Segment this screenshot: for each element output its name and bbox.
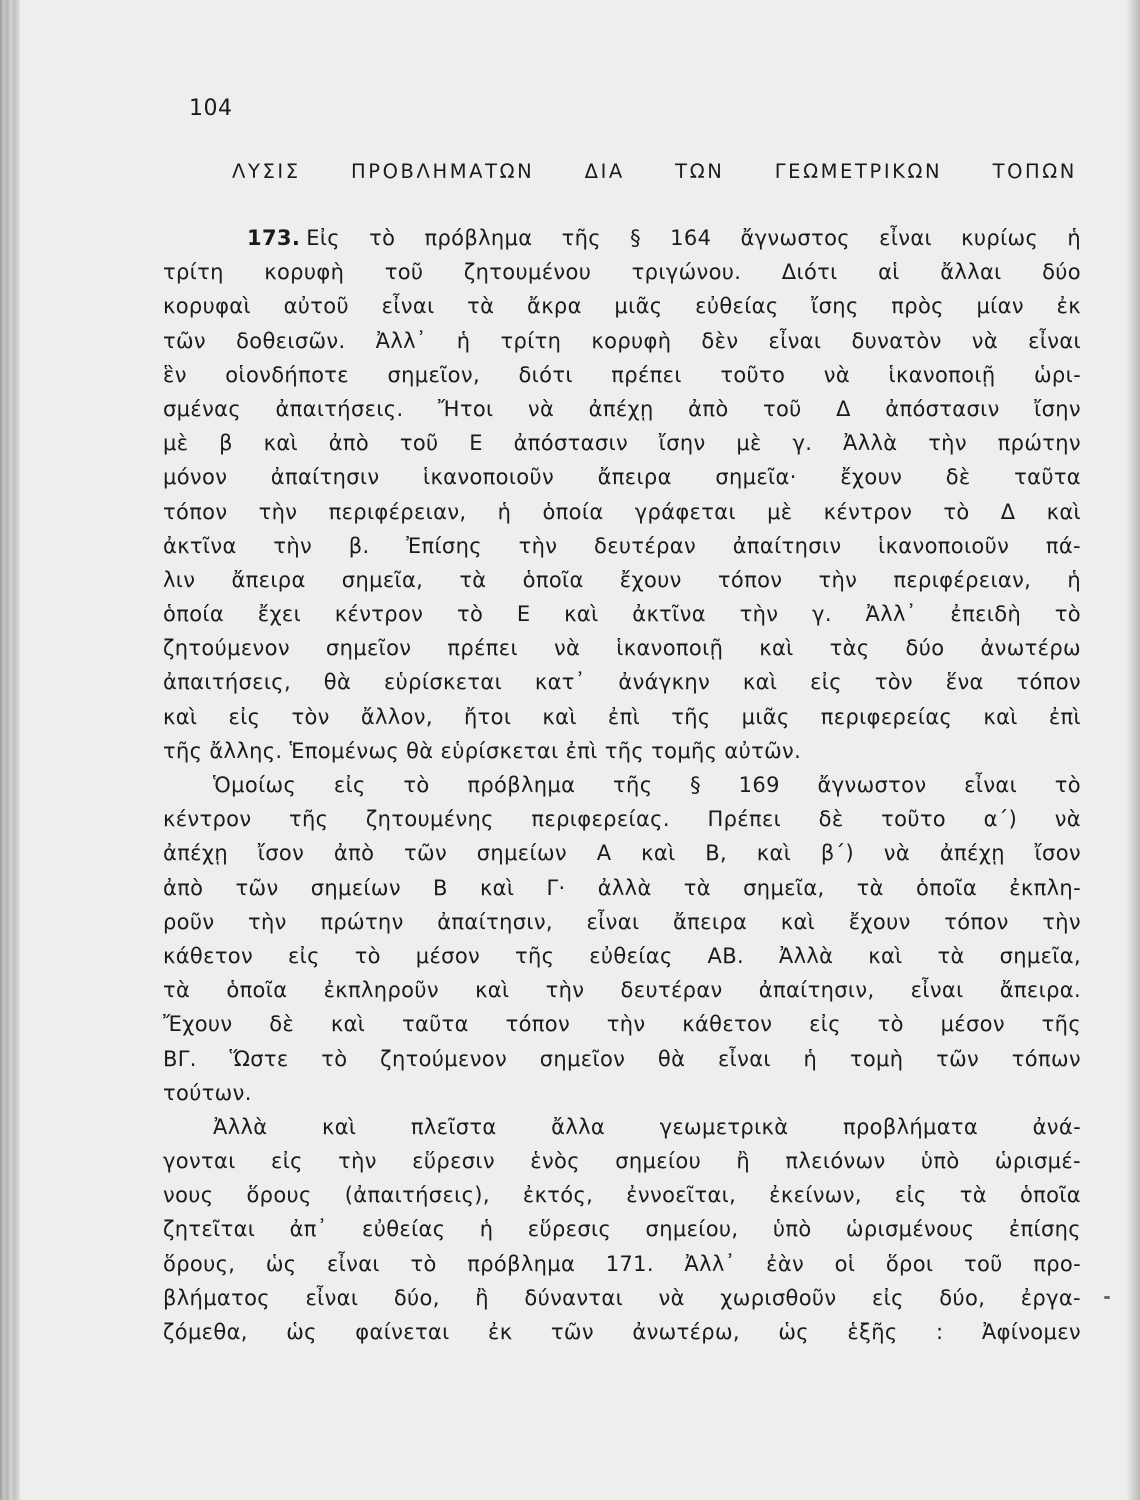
text-line: τῶν δοθεισῶν. Ἀλλ᾽ ἡ τρίτη κορυφὴ δὲν εἶναι δυνατὸν νὰ εἶναι <box>163 328 1081 353</box>
text-line: γονται εἰς τὴν εὕρεσιν ἑνὸς σημείου ἢ πλειόνων ὑπὸ ὡρισμέ- <box>163 1149 1081 1174</box>
body-text <box>163 221 1081 1349</box>
text-line: νους ὅρους (ἀπαιτήσεις), ἐκτός, ἐννοεῖται, ἐκείνων, εἰς τὰ ὁποῖα <box>163 1183 1081 1208</box>
text-line: ζητούμενον σημεῖον πρέπει νὰ ἱκανοποιῇ καὶ τὰς δύο ἀνωτέρω <box>163 636 1081 661</box>
running-head: ΛΥΣΙΣ ΠΡΟΒΛΗΜΑΤΩΝ ΔΙΑ ΤΩΝ ΓΕΩΜΕΤΡΙΚΩΝ ΤΟΠΩΝ <box>232 160 1077 183</box>
text-line: καὶ εἰς τὸν ἄλλον, ἤτοι καὶ ἐπὶ τῆς μιᾶς περιφερείας καὶ ἐπὶ <box>163 704 1081 729</box>
text-line: Ἔχουν δὲ καὶ ταῦτα τόπον τὴν κάθετον εἰς τὸ μέσον τῆς <box>163 1012 1081 1037</box>
text-line: μὲ β καὶ ἀπὸ τοῦ Ε ἀπόστασιν ἴσην μὲ γ. Ἀλλὰ τὴν πρώτην <box>163 431 1081 456</box>
paragraph-number: 173. <box>247 226 301 250</box>
page-stack-edge-left <box>0 0 20 1500</box>
text-line: τούτων. <box>163 1080 252 1105</box>
text-line: κορυφαὶ αὐτοῦ εἶναι τὰ ἄκρα μιᾶς εὐθείας ἴσης πρὸς μίαν ἐκ <box>163 294 1081 319</box>
text-line: ροῦν τὴν πρώτην ἀπαίτησιν, εἶναι ἄπειρα καὶ ἔχουν τόπον τὴν <box>163 909 1081 934</box>
text-line: μόνον ἀπαίτησιν ἱκανοποιοῦν ἄπειρα σημεῖα· ἔχουν δὲ ταῦτα <box>163 465 1081 490</box>
text-line: ὁποία ἔχει κέντρον τὸ Ε καὶ ἀκτῖνα τὴν γ. Ἀλλ᾽ ἐπειδὴ τὸ <box>163 602 1081 627</box>
text-line: τρίτη κορυφὴ τοῦ ζητουμένου τριγώνου. Διότι αἱ ἄλλαι δύο <box>163 260 1081 285</box>
page-number: 104 <box>189 96 233 121</box>
paper-speck <box>1104 1296 1110 1299</box>
text-line: ἀκτῖνα τὴν β. Ἐπίσης τὴν δευτέραν ἀπαίτησιν ἱκανοποιοῦν πά- <box>163 533 1081 558</box>
text-line: ζητεῖται ἀπ᾽ εὐθείας ἡ εὕρεσις σημείου, ὑπὸ ὡρισμένους ἐπίσης <box>163 1217 1081 1242</box>
line-text: Εἰς τὸ πρόβλημα τῆς § 164 ἄγνωστος εἶναι κυρίως ἡ <box>306 226 1081 250</box>
text-line: ζόμεθα, ὡς φαίνεται ἐκ τῶν ἀνωτέρω, ὡς ἑξῆς : Ἀφίνομεν <box>163 1320 1081 1344</box>
text-line <box>163 221 1081 255</box>
text-line: κέντρον τῆς ζητουμένης περιφερείας. Πρέπει δὲ τοῦτο α΄) νὰ <box>163 807 1081 832</box>
text-line: τόπον τὴν περιφέρειαν, ἡ ὁποία γράφεται μὲ κέντρον τὸ Δ καὶ <box>163 499 1081 524</box>
text-line: βλήματος εἶναι δύο, ἢ δύνανται νὰ χωρισθοῦν εἰς δύο, ἐργα- <box>163 1285 1081 1310</box>
text-line: Ὁμοίως εἰς τὸ πρόβλημα τῆς § 169 ἄγνωστον εἶναι τὸ <box>213 773 1081 797</box>
page-edge-right <box>1126 0 1140 1500</box>
text-line: ΒΓ. Ὥστε τὸ ζητούμενον σημεῖον θὰ εἶναι ἡ τομὴ τῶν τόπων <box>163 1046 1081 1071</box>
text-line: λιν ἄπειρα σημεῖα, τὰ ὁποῖα ἔχουν τόπον τὴν περιφέρειαν, ἡ <box>163 567 1081 592</box>
text-line: σμένας ἀπαιτήσεις. Ἤτοι νὰ ἀπέχῃ ἀπὸ τοῦ Δ ἀπόστασιν ἴσην <box>163 396 1081 421</box>
text-line: κάθετον εἰς τὸ μέσον τῆς εὐθείας ΑΒ. Ἀλλὰ καὶ τὰ σημεῖα, <box>163 943 1081 968</box>
text-line: ἀπὸ τῶν σημείων Β καὶ Γ· ἀλλὰ τὰ σημεῖα, τὰ ὁποῖα ἐκπλη- <box>163 875 1081 900</box>
text-line: ἓν οἱονδήποτε σημεῖον, διότι πρέπει τοῦτο νὰ ἱκανοποιῇ ὡρι- <box>163 362 1081 387</box>
text-line: ἀπαιτήσεις, θὰ εὑρίσκεται κατ᾽ ἀνάγκην καὶ εἰς τὸν ἕνα τόπον <box>163 670 1081 695</box>
text-line: ὅρους, ὡς εἶναι τὸ πρόβλημα 171. Ἀλλ᾽ ἐὰν οἱ ὅροι τοῦ προ- <box>163 1251 1081 1276</box>
text-line: ἀπέχῃ ἴσον ἀπὸ τῶν σημείων Α καὶ Β, καὶ β΄) νὰ ἀπέχῃ ἴσον <box>163 841 1081 866</box>
text-line: Ἀλλὰ καὶ πλεῖστα ἄλλα γεωμετρικὰ προβλήματα ἀνά- <box>213 1114 1081 1139</box>
text-line: τῆς ἄλλης. Ἑπομένως θὰ εὑρίσκεται ἐπὶ τῆς τομῆς αὐτῶν. <box>163 738 802 763</box>
text-line: τὰ ὁποῖα ἐκπληροῦν καὶ τὴν δευτέραν ἀπαίτησιν, εἶναι ἄπειρα. <box>163 978 1081 1003</box>
